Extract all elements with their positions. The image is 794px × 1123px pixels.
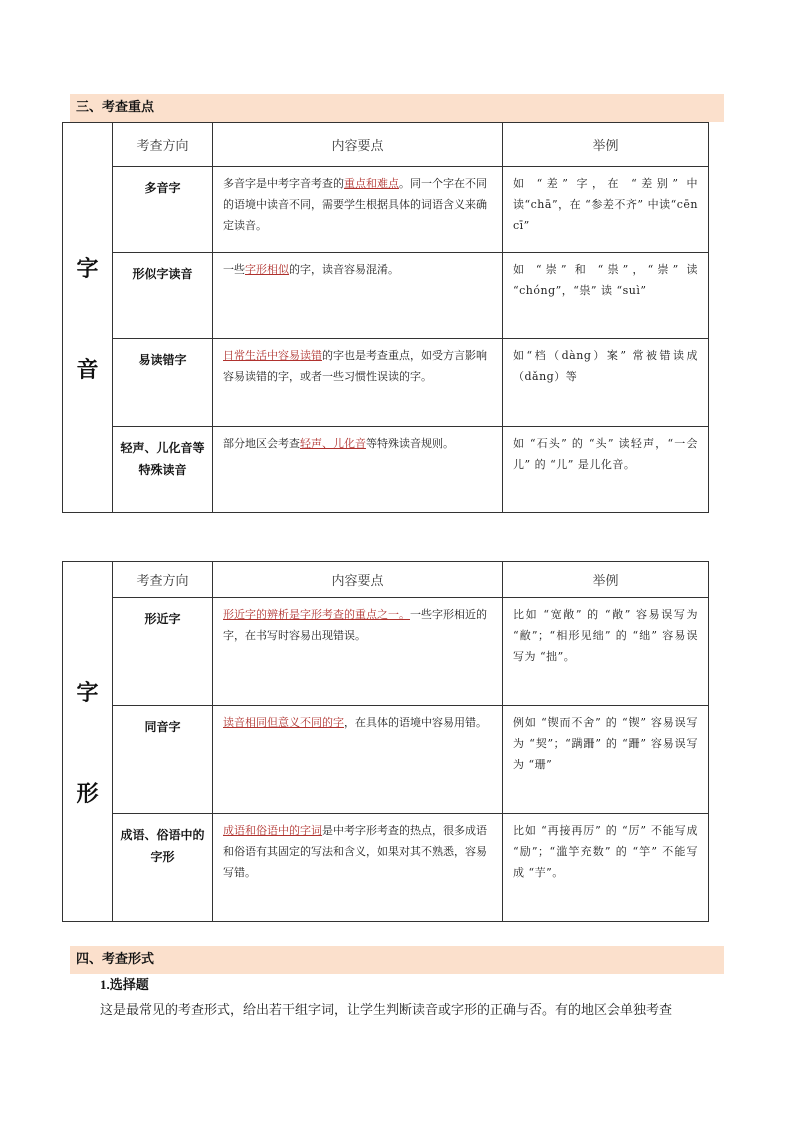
- section-heading-3: 三、考查重点: [70, 94, 724, 122]
- table-row: [63, 706, 709, 814]
- row-content: 读音相同但意义不同的字，在具体的语境中容易用错。: [213, 706, 503, 814]
- table-header-row: [63, 123, 709, 167]
- table-row: [63, 339, 709, 427]
- table-row: [63, 427, 709, 513]
- highlight-text: 字形相似: [245, 263, 289, 276]
- header-content: 内容要点: [213, 123, 503, 167]
- row-example: 如“档（dàng）案” 常被错读成（dǎng）等: [503, 339, 709, 427]
- category-cell: [63, 123, 113, 513]
- row-direction: 成语、俗语中的字形: [113, 814, 213, 922]
- row-example: 如 “石头” 的 “头” 读轻声，“一会儿” 的 “儿” 是儿化音。: [503, 427, 709, 513]
- row-example: 如 “崇” 和 “祟”，“崇” 读 “chóng”，“祟” 读 “suì”: [503, 253, 709, 339]
- header-example: 举例: [503, 123, 709, 167]
- glyph-table: [62, 561, 709, 922]
- body-paragraph: 这是最常见的考查形式，给出若干组字词，让学生判断读音或字形的正确与否。有的地区会单独考查: [100, 1003, 673, 1018]
- highlight-text: 成语和俗语中的字词: [223, 824, 322, 837]
- row-content: 形近字的辨析是字形考查的重点之一。一些字形相近的字，在书写时容易出现错误。: [213, 598, 503, 706]
- category-char: 字: [76, 255, 99, 282]
- row-content: 部分地区会考查轻声、儿化音等特殊读音规则。: [213, 427, 503, 513]
- header-direction: 考查方向: [113, 562, 213, 598]
- subsection-title: 1.选择题: [100, 977, 149, 992]
- row-content: 日常生活中容易读错的字也是考查重点，如受方言影响容易读错的字，或者一些习惯性误读的字。: [213, 339, 503, 427]
- table-row: [63, 814, 709, 922]
- highlight-text: 重点和难点: [344, 177, 399, 190]
- header-direction: 考查方向: [113, 123, 213, 167]
- pronunciation-table: [62, 122, 709, 513]
- table-row: [63, 253, 709, 339]
- row-direction: 轻声、儿化音等特殊读音: [113, 427, 213, 513]
- section-heading-4: 四、考查形式: [70, 946, 724, 974]
- row-example: 如 “差” 字，在 “差别” 中读“chā”，在 “参差不齐” 中读“cēn cī”: [503, 167, 709, 253]
- highlight-text: 日常生活中容易读错: [223, 349, 322, 362]
- row-content: 成语和俗语中的字词是中考字形考查的热点，很多成语和俗语有其固定的写法和含义，如果对其不熟悉，容易写错。: [213, 814, 503, 922]
- row-example: 例如 “锲而不舍” 的 “锲” 容易误写为 “契”；“蹒跚” 的 “跚” 容易误写为 “珊”: [503, 706, 709, 814]
- highlight-text: 轻声、儿化音: [300, 437, 366, 450]
- highlight-text: 读音相同但意义不同的字: [223, 716, 344, 729]
- table-row: [63, 167, 709, 253]
- row-example: 比如 “宽敞” 的 “敞” 容易误写为 “敝”；“相形见绌” 的 “绌” 容易误写为 “拙”。: [503, 598, 709, 706]
- table-row: [63, 598, 709, 706]
- table-header-row: [63, 562, 709, 598]
- header-example: 举例: [503, 562, 709, 598]
- category-cell: [63, 562, 113, 922]
- row-example: 比如 “再接再厉” 的 “厉” 不能写成 “励”；“滥竽充数” 的 “竽” 不能写成 “芋”。: [503, 814, 709, 922]
- row-direction: 形似字读音: [113, 253, 213, 339]
- highlight-text: 形近字的辨析是字形考查的重点之一。: [223, 608, 410, 621]
- row-direction: 多音字: [113, 167, 213, 253]
- row-content: 一些字形相似的字，读音容易混淆。: [213, 253, 503, 339]
- header-content: 内容要点: [213, 562, 503, 598]
- category-char: 形: [76, 780, 99, 807]
- row-content: 多音字是中考字音考查的重点和难点。同一个字在不同的语境中读音不同，需要学生根据具体的词语含义来确定读音。: [213, 167, 503, 253]
- row-direction: 易读错字: [113, 339, 213, 427]
- category-char: 字: [76, 679, 99, 706]
- row-direction: 同音字: [113, 706, 213, 814]
- category-char: 音: [76, 356, 99, 383]
- row-direction: 形近字: [113, 598, 213, 706]
